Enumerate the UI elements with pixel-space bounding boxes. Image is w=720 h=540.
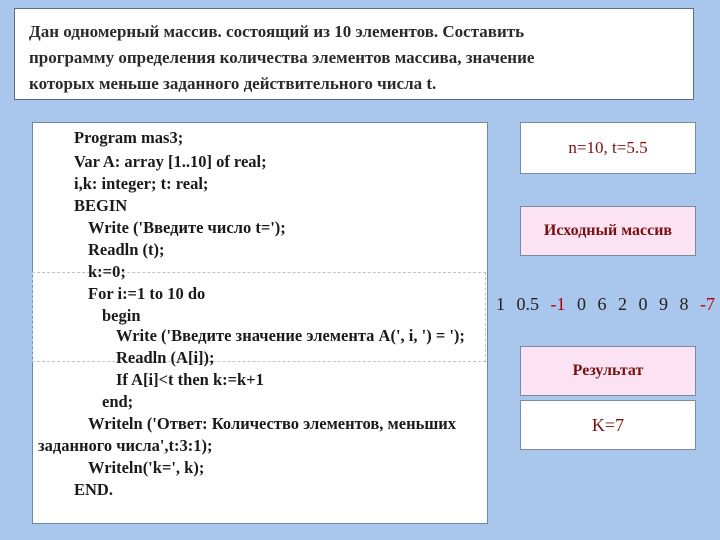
array-value: 2 [618, 294, 627, 314]
code-line-write-t: Write ('Введите число t='); [88, 218, 286, 237]
code-line-end: END. [74, 480, 113, 499]
code-line-writeln-k: Writeln('k=', k); [88, 458, 205, 477]
array-value: 9 [659, 294, 668, 314]
array-value: 1 [496, 294, 505, 314]
code-line-vars-2: i,k: integer; t: real; [74, 174, 209, 193]
code-line-writeln-answer-cont: заданного числа',t:3:1); [38, 436, 213, 455]
params-text: n=10, t=5.5 [568, 138, 648, 157]
code-line-program: Program mas3; [74, 128, 184, 147]
answer-panel [520, 400, 696, 450]
array-value: 8 [679, 294, 689, 314]
code-line-readln-element: Readln (A[i]); [116, 348, 215, 367]
source-array-label: Исходный массив [543, 222, 673, 239]
array-value: -1 [550, 294, 566, 314]
result-panel [520, 346, 696, 396]
code-line-if: If A[i]<t then k:=k+1 [116, 370, 264, 389]
task-line-3: которых меньше заданного действительного числа t. [29, 74, 437, 93]
code-line-readln-t: Readln (t); [88, 240, 165, 259]
source-array-panel [520, 206, 696, 256]
code-line-begin: BEGIN [74, 196, 128, 215]
result-label: Результат [572, 362, 644, 379]
code-line-write-element: Write ('Введите значение элемента A(', i, ') = '); [116, 326, 465, 345]
answer-text: K=7 [591, 414, 625, 435]
task-statement [14, 8, 694, 100]
array-value: 0 [638, 294, 648, 314]
code-line-loop-end: end; [102, 392, 134, 411]
code-line-writeln-answer: Writeln ('Ответ: Количество элементов, меньших [88, 414, 457, 433]
code-line-for: For i:=1 to 10 do [88, 284, 206, 303]
code-line-loop-begin: begin [102, 306, 141, 325]
task-line-2: программу определения количества элементов массива, значение [29, 48, 535, 67]
array-values [496, 294, 715, 315]
code-line-k-init: k:=0; [88, 262, 126, 281]
params-panel [520, 122, 696, 174]
array-value: 0.5 [516, 294, 539, 314]
array-value: -7 [700, 294, 715, 314]
array-value: 6 [597, 294, 607, 314]
array-value: 0 [577, 294, 586, 314]
task-line-1: Дан одномерный массив. состоящий из 10 элементов. Составить [29, 22, 525, 41]
code-line-var: Var A: array [1..10] of real; [74, 152, 267, 171]
